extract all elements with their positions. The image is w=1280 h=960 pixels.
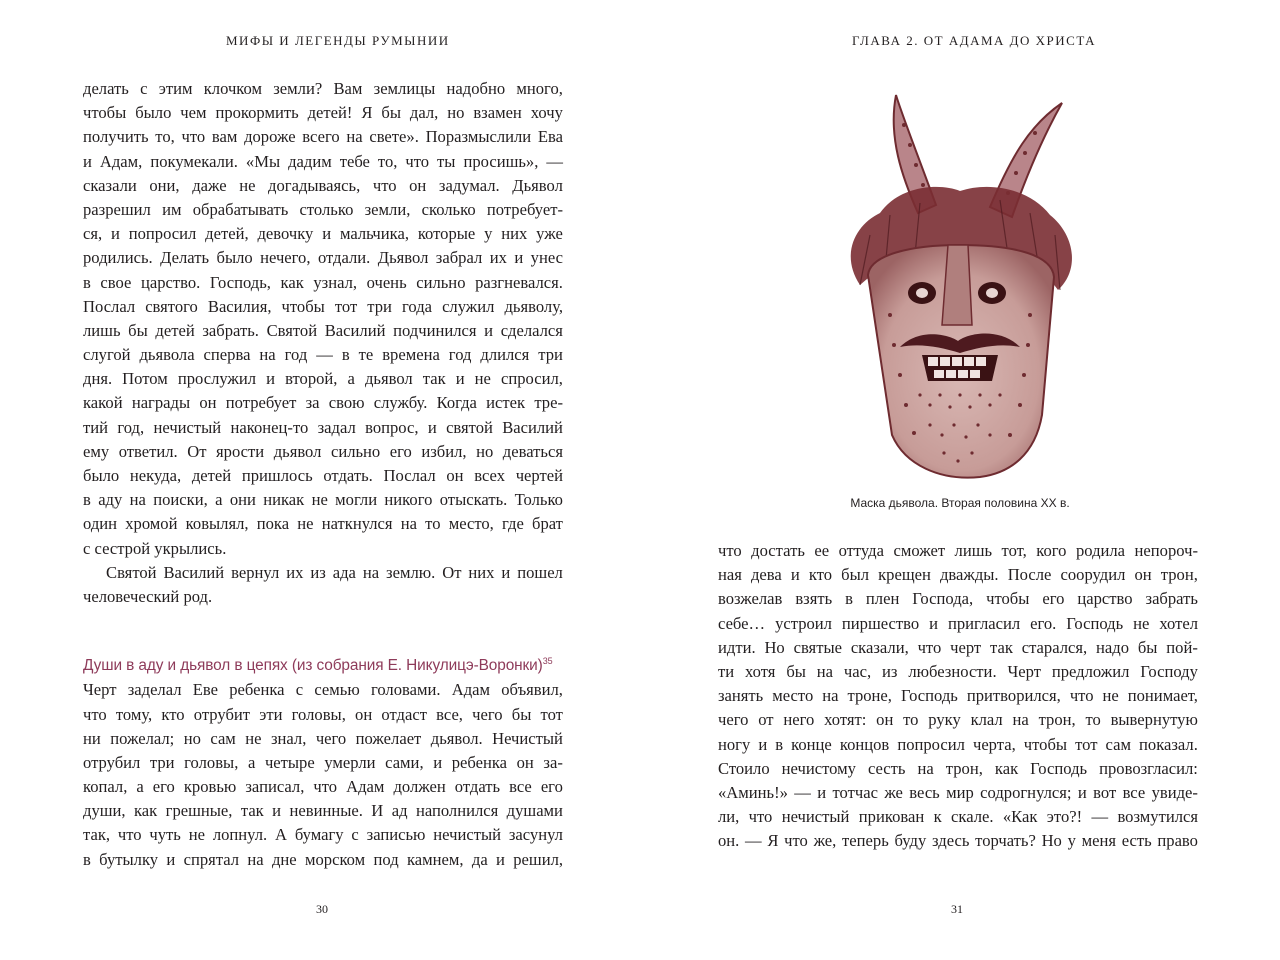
text-line: какой награды он потребует за свою службу. Когда истек тре- — [83, 393, 563, 413]
figure-caption: Маска дьявола. Вторая половина XX в. — [850, 496, 1070, 510]
text-line: человеческий род. — [83, 586, 213, 606]
text-line: он. — Я что же, теперь буду здесь торчать? Но у меня есть право — [718, 831, 1198, 851]
section-heading-text: Души в аду и дьявол в цепях (из собрания Е. Никулицэ-Воронки) — [83, 657, 543, 675]
running-head: ГЛАВА 2. ОТ АДАМА ДО ХРИСТА — [852, 33, 1097, 48]
text-line: тий год, нечистый наконец-то задал вопрос, и святой Василий — [83, 417, 563, 437]
page-number: 30 — [316, 902, 328, 916]
footnote-reference: 35 — [542, 656, 553, 667]
text-line: что тому, кто отрубит эти головы, он отдаст все, чего бы тот — [83, 704, 563, 724]
paragraph-continuation — [83, 77, 563, 561]
text-line: ногу и в конце концов попросил черта, чтобы тот сам показал. — [718, 734, 1198, 754]
right-page — [640, 0, 1280, 960]
text-line: дня. Потом прослужил и второй, а дьявол так и не спросил, — [83, 369, 563, 389]
text-line: сказали они, даже не догадываясь, что он задумал. Дьявол — [83, 175, 563, 195]
text-line: слугой дьявола сперва на год — в те времена год длился три — [83, 345, 563, 365]
text-line: ная дева и кто был крещен дважды. После соорудил он трон, — [718, 565, 1198, 585]
text-line: ти хотя бы на час, из любезности. Черт предложил Господу — [718, 661, 1198, 681]
text-line: делать с этим клочком земли? Вам землицы надобно много, — [83, 79, 563, 98]
section-heading — [83, 654, 563, 678]
text-line: копал, а его кровью записал, что Адам должен отдать все его — [83, 777, 563, 797]
text-line: Святой Василий вернул их из ада на землю. От них и пошел — [106, 562, 563, 582]
text-line: идти. Но святые сказали, что черт так старался, надо бы пой- — [718, 637, 1198, 657]
text-line: что достать ее оттуда сможет лишь тот, кого родила непороч- — [718, 541, 1198, 560]
attribution-signature — [83, 612, 563, 636]
text-line: так, что чуть не лопнул. А бумагу с записью нечистый засунул — [83, 825, 563, 845]
text-line: возжелав взять в плен Господа, чтобы его царство забрать — [718, 589, 1198, 609]
text-line: разрешил им обрабатывать столько земли, сколько потребует- — [83, 199, 563, 219]
devil-mask-illustration — [830, 85, 1090, 480]
text-line: Послал святого Василия, чтобы тот три года служил дьяволу, — [83, 296, 563, 316]
text-line: и Адам, покумекали. «Мы дадим тебе то, что ты просишь», — — [83, 151, 563, 171]
right-text-block — [718, 539, 1198, 853]
paragraph-ending — [83, 561, 563, 609]
page-number: 31 — [951, 902, 963, 916]
running-head: МИФЫ И ЛЕГЕНДЫ РУМЫНИИ — [226, 33, 450, 48]
text-line: души, как грешные, так и невинные. И ад наполнился душами — [83, 801, 563, 821]
text-line: чтобы было чем прокормить детей! Я бы дал, но взамен хочу — [83, 103, 563, 123]
text-line: в аду на поиски, а они никак не могли никого отыскать. Только — [83, 490, 563, 510]
section-paragraph — [83, 678, 563, 872]
text-line: в бутылку и спрятал на дне морском под камнем, да и решил, — [83, 849, 563, 869]
text-line: один хромой ковылял, пока не наткнулся на то место, где брат — [83, 514, 563, 534]
text-line: в свое царство. Господь, как узнал, очень сильно разгневался. — [83, 272, 563, 292]
text-line: занять место на троне, Господь притворился, что не понимает, — [718, 686, 1198, 706]
text-line: ему ответил. От ярости дьявол сильно его избил, но деваться — [83, 441, 563, 461]
text-line: ся, и попросил детей, девочку и мальчика, которые у них уже — [83, 224, 563, 244]
text-line: «Аминь!» — и тотчас же весь мир содрогнулся; и вот все увиде- — [718, 782, 1198, 802]
text-line: получить то, что вам дороже всего на свете». Поразмыслили Ева — [83, 127, 563, 147]
text-line: ни пожелал; но сам не знал, чего пожелает дьявол. Нечистый — [83, 728, 563, 748]
text-line: отрубил три головы, а четыре умерли сами, и ребенка он за- — [83, 752, 563, 772]
text-line: с сестрой укрылись. — [83, 538, 227, 558]
text-line: родились. Делать было нечего, отдали. Дьявол забрал их и унес — [83, 248, 563, 268]
left-text-block — [83, 77, 563, 872]
text-line: себе… устроил пиршество и пригласил его. Господь не хотел — [718, 613, 1198, 633]
paragraph-continuation — [718, 539, 1198, 853]
text-line: Черт заделал Еве ребенка с семью головами. Адам объявил, — [83, 680, 563, 700]
text-line: ли, что нечистый прикован к скале. «Как это?! — возмутился — [718, 807, 1198, 827]
text-line: было некуда, детей пришлось отдать. Послал он всех чертей — [83, 466, 563, 485]
text-line: лишь бы детей забрать. Святой Василий подчинился и сделался — [83, 320, 563, 340]
text-line: чего от него хотят: он то руку клал на трон, то вывернутую — [718, 710, 1198, 730]
mask-nose — [942, 245, 972, 325]
text-line: Стоило нечистому сесть на трон, как Господь провозгласил: — [718, 758, 1198, 778]
